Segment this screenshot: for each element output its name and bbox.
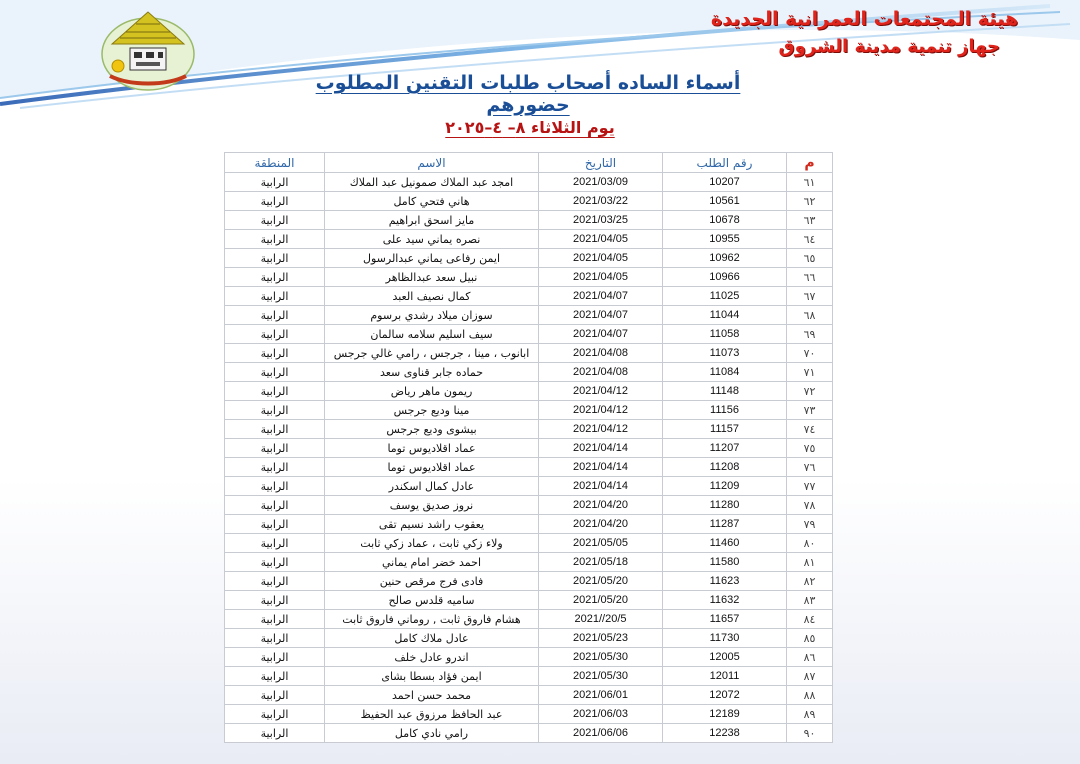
cell-area: الرابية (225, 686, 325, 705)
cell-date: 2021/04/12 (539, 382, 663, 401)
cell-request-number: 11632 (663, 591, 787, 610)
cell-num: ٧٣ (787, 401, 833, 420)
cell-num: ٨٢ (787, 572, 833, 591)
cell-name: بيشوى وديع جرجس (325, 420, 539, 439)
cell-area: الرابية (225, 515, 325, 534)
cell-num: ٧٩ (787, 515, 833, 534)
table-row (225, 553, 833, 572)
cell-num: ٦٨ (787, 306, 833, 325)
table-row (225, 591, 833, 610)
table-row (225, 477, 833, 496)
table-row (225, 230, 833, 249)
table-row (225, 648, 833, 667)
cell-area: الرابية (225, 268, 325, 287)
table-row (225, 173, 833, 192)
table-header-row (225, 153, 833, 173)
cell-name: نصره يماني سيد على (325, 230, 539, 249)
cell-request-number: 11058 (663, 325, 787, 344)
cell-request-number: 10955 (663, 230, 787, 249)
cell-num: ٧٥ (787, 439, 833, 458)
cell-area: الرابية (225, 211, 325, 230)
cell-name: مايز اسحق ابراهيم (325, 211, 539, 230)
header-date: التاريخ (539, 153, 663, 173)
cell-num: ٨٠ (787, 534, 833, 553)
table-row (225, 667, 833, 686)
cell-request-number: 11657 (663, 610, 787, 629)
table-row (225, 401, 833, 420)
cell-num: ٨٨ (787, 686, 833, 705)
cell-request-number: 11287 (663, 515, 787, 534)
cell-name: محمد حسن احمد (325, 686, 539, 705)
cell-request-number: 11209 (663, 477, 787, 496)
cell-num: ٧٠ (787, 344, 833, 363)
cell-date: 2021/04/07 (539, 306, 663, 325)
cell-request-number: 11073 (663, 344, 787, 363)
cell-num: ٨١ (787, 553, 833, 572)
cell-name: اندرو عادل خلف (325, 648, 539, 667)
cell-date: 2021/05/23 (539, 629, 663, 648)
cell-num: ٩٠ (787, 724, 833, 743)
cell-num: ٦٢ (787, 192, 833, 211)
attendees-table (224, 152, 833, 743)
cell-name: هاني فتحي كامل (325, 192, 539, 211)
cell-area: الرابية (225, 477, 325, 496)
cell-request-number: 12011 (663, 667, 787, 686)
cell-area: الرابية (225, 591, 325, 610)
table-row (225, 249, 833, 268)
cell-name: امجد عبد الملاك صمونيل عبد الملاك (325, 173, 539, 192)
cell-request-number: 12189 (663, 705, 787, 724)
cell-num: ٦٥ (787, 249, 833, 268)
cell-date: 2021/04/14 (539, 477, 663, 496)
cell-date: 2021/05/05 (539, 534, 663, 553)
cell-num: ٧٧ (787, 477, 833, 496)
table-row (225, 610, 833, 629)
cell-area: الرابية (225, 705, 325, 724)
cell-name: يعقوب راشد نسيم تقى (325, 515, 539, 534)
cell-request-number: 11208 (663, 458, 787, 477)
table-row (225, 363, 833, 382)
table-row (225, 325, 833, 344)
cell-request-number: 10561 (663, 192, 787, 211)
cell-date: 2021/05/20 (539, 572, 663, 591)
table-row (225, 420, 833, 439)
cell-request-number: 11580 (663, 553, 787, 572)
cell-request-number: 11148 (663, 382, 787, 401)
cell-num: ٦٧ (787, 287, 833, 306)
cell-name: ولاء زكي ثابت ، عماد زكي ثابت (325, 534, 539, 553)
header-request-number: رقم الطلب (663, 153, 787, 173)
cell-area: الرابية (225, 287, 325, 306)
cell-area: الرابية (225, 344, 325, 363)
cell-request-number: 12005 (663, 648, 787, 667)
cell-name: كمال نصيف العبد (325, 287, 539, 306)
cell-request-number: 10207 (663, 173, 787, 192)
cell-area: الرابية (225, 610, 325, 629)
table-row (225, 192, 833, 211)
cell-num: ٦٩ (787, 325, 833, 344)
cell-name: سيف اسليم سلامه سالمان (325, 325, 539, 344)
cell-area: الرابية (225, 724, 325, 743)
cell-date: 2021/04/12 (539, 401, 663, 420)
organization-subtitle: جهاز تنمية مدينة الشروق (778, 36, 1000, 57)
cell-date: 2021/04/05 (539, 230, 663, 249)
cell-date: 2021/03/09 (539, 173, 663, 192)
cell-request-number: 10962 (663, 249, 787, 268)
cell-num: ٨٩ (787, 705, 833, 724)
cell-date: 2021/04/07 (539, 287, 663, 306)
table-row (225, 211, 833, 230)
cell-request-number: 11280 (663, 496, 787, 515)
cell-date: 2021/04/05 (539, 268, 663, 287)
cell-name: عادل كمال اسكندر (325, 477, 539, 496)
cell-date: 2021/06/01 (539, 686, 663, 705)
table-row (225, 534, 833, 553)
table-row (225, 724, 833, 743)
cell-area: الرابية (225, 534, 325, 553)
cell-num: ٧١ (787, 363, 833, 382)
cell-date: 2021/04/08 (539, 363, 663, 382)
cell-date: 2021/04/20 (539, 515, 663, 534)
cell-name: رامي نادي كامل (325, 724, 539, 743)
document-title: أسماء الساده أصحاب طلبات التقنين المطلوب حضورهم (315, 72, 741, 116)
cell-request-number: 11044 (663, 306, 787, 325)
cell-area: الرابية (225, 572, 325, 591)
cell-area: الرابية (225, 667, 325, 686)
cell-num: ٧٦ (787, 458, 833, 477)
table-row (225, 572, 833, 591)
cell-name: حماده جابر قناوى سعد (325, 363, 539, 382)
table-row (225, 705, 833, 724)
cell-date: 2021/04/12 (539, 420, 663, 439)
cell-area: الرابية (225, 401, 325, 420)
cell-date: 2021/06/03 (539, 705, 663, 724)
cell-date: 2021/04/08 (539, 344, 663, 363)
cell-date: 20/5//2021 (539, 610, 663, 629)
cell-date: 2021/06/06 (539, 724, 663, 743)
cell-num: ٨٦ (787, 648, 833, 667)
cell-name: احمد خضر امام يماني (325, 553, 539, 572)
cell-request-number: 12072 (663, 686, 787, 705)
cell-date: 2021/05/30 (539, 667, 663, 686)
table-row (225, 458, 833, 477)
cell-name: ابانوب ، مينا ، جرجس ، رامي غالي جرجس (325, 344, 539, 363)
cell-request-number: 11156 (663, 401, 787, 420)
shorouk-city-logo (96, 8, 200, 92)
cell-name: هشام فاروق ثابت , روماني فاروق ثابت (325, 610, 539, 629)
cell-area: الرابية (225, 325, 325, 344)
cell-date: 2021/05/30 (539, 648, 663, 667)
cell-request-number: 11207 (663, 439, 787, 458)
cell-area: الرابية (225, 553, 325, 572)
table-row (225, 287, 833, 306)
table-row (225, 344, 833, 363)
cell-area: الرابية (225, 230, 325, 249)
cell-name: عادل ملاك كامل (325, 629, 539, 648)
header-area: المنطقة (225, 153, 325, 173)
cell-num: ٧٢ (787, 382, 833, 401)
cell-name: ايمن رفاعى يماني عبدالرسول (325, 249, 539, 268)
cell-request-number: 11623 (663, 572, 787, 591)
cell-request-number: 11084 (663, 363, 787, 382)
cell-num: ٨٥ (787, 629, 833, 648)
header-name: الاسم (325, 153, 539, 173)
table-row (225, 686, 833, 705)
cell-name: عبد الحافظ مرزوق عبد الحفيظ (325, 705, 539, 724)
cell-request-number: 11025 (663, 287, 787, 306)
table-row (225, 268, 833, 287)
cell-area: الرابية (225, 249, 325, 268)
table-row (225, 382, 833, 401)
table-row (225, 439, 833, 458)
cell-area: الرابية (225, 173, 325, 192)
cell-name: فادى فرج مرقص حنين (325, 572, 539, 591)
table-body (225, 173, 833, 743)
cell-name: ايمن فؤاد بسطا بشاى (325, 667, 539, 686)
cell-request-number: 11730 (663, 629, 787, 648)
organization-name: هيئة المجتمعات العمرانية الجديدة (710, 8, 1018, 30)
cell-date: 2021/04/05 (539, 249, 663, 268)
cell-num: ٧٤ (787, 420, 833, 439)
header-num: م (787, 153, 833, 173)
cell-request-number: 10966 (663, 268, 787, 287)
cell-date: 2021/04/20 (539, 496, 663, 515)
cell-name: نبيل سعد عبدالظاهر (325, 268, 539, 287)
cell-request-number: 11460 (663, 534, 787, 553)
cell-name: عماد اقلاديوس توما (325, 458, 539, 477)
cell-date: 2021/04/07 (539, 325, 663, 344)
cell-date: 2021/04/14 (539, 439, 663, 458)
cell-area: الرابية (225, 439, 325, 458)
cell-name: ساميه قلدس صالح (325, 591, 539, 610)
cell-area: الرابية (225, 382, 325, 401)
cell-num: ٦٦ (787, 268, 833, 287)
document-date: يوم الثلاثاء ٨– ٤–٢٠٢٥ (445, 118, 615, 137)
cell-date: 2021/05/20 (539, 591, 663, 610)
cell-date: 2021/03/22 (539, 192, 663, 211)
table-row (225, 496, 833, 515)
cell-request-number: 12238 (663, 724, 787, 743)
cell-area: الرابية (225, 496, 325, 515)
cell-area: الرابية (225, 458, 325, 477)
cell-name: عماد اقلاديوس توما (325, 439, 539, 458)
table-row (225, 515, 833, 534)
cell-num: ٧٨ (787, 496, 833, 515)
cell-request-number: 10678 (663, 211, 787, 230)
cell-num: ٦٤ (787, 230, 833, 249)
cell-date: 2021/04/14 (539, 458, 663, 477)
cell-num: ٨٣ (787, 591, 833, 610)
cell-area: الرابية (225, 363, 325, 382)
table-row (225, 629, 833, 648)
cell-date: 2021/05/18 (539, 553, 663, 572)
cell-area: الرابية (225, 192, 325, 211)
cell-name: سوزان ميلاد رشدي برسوم (325, 306, 539, 325)
cell-area: الرابية (225, 629, 325, 648)
cell-area: الرابية (225, 648, 325, 667)
cell-num: ٦١ (787, 173, 833, 192)
cell-name: مينا وديع جرجس (325, 401, 539, 420)
cell-date: 2021/03/25 (539, 211, 663, 230)
cell-request-number: 11157 (663, 420, 787, 439)
cell-area: الرابية (225, 306, 325, 325)
cell-num: ٨٤ (787, 610, 833, 629)
cell-name: ريمون ماهر رياض (325, 382, 539, 401)
cell-num: ٦٣ (787, 211, 833, 230)
cell-name: نروز صديق يوسف (325, 496, 539, 515)
cell-area: الرابية (225, 420, 325, 439)
table-row (225, 306, 833, 325)
cell-num: ٨٧ (787, 667, 833, 686)
